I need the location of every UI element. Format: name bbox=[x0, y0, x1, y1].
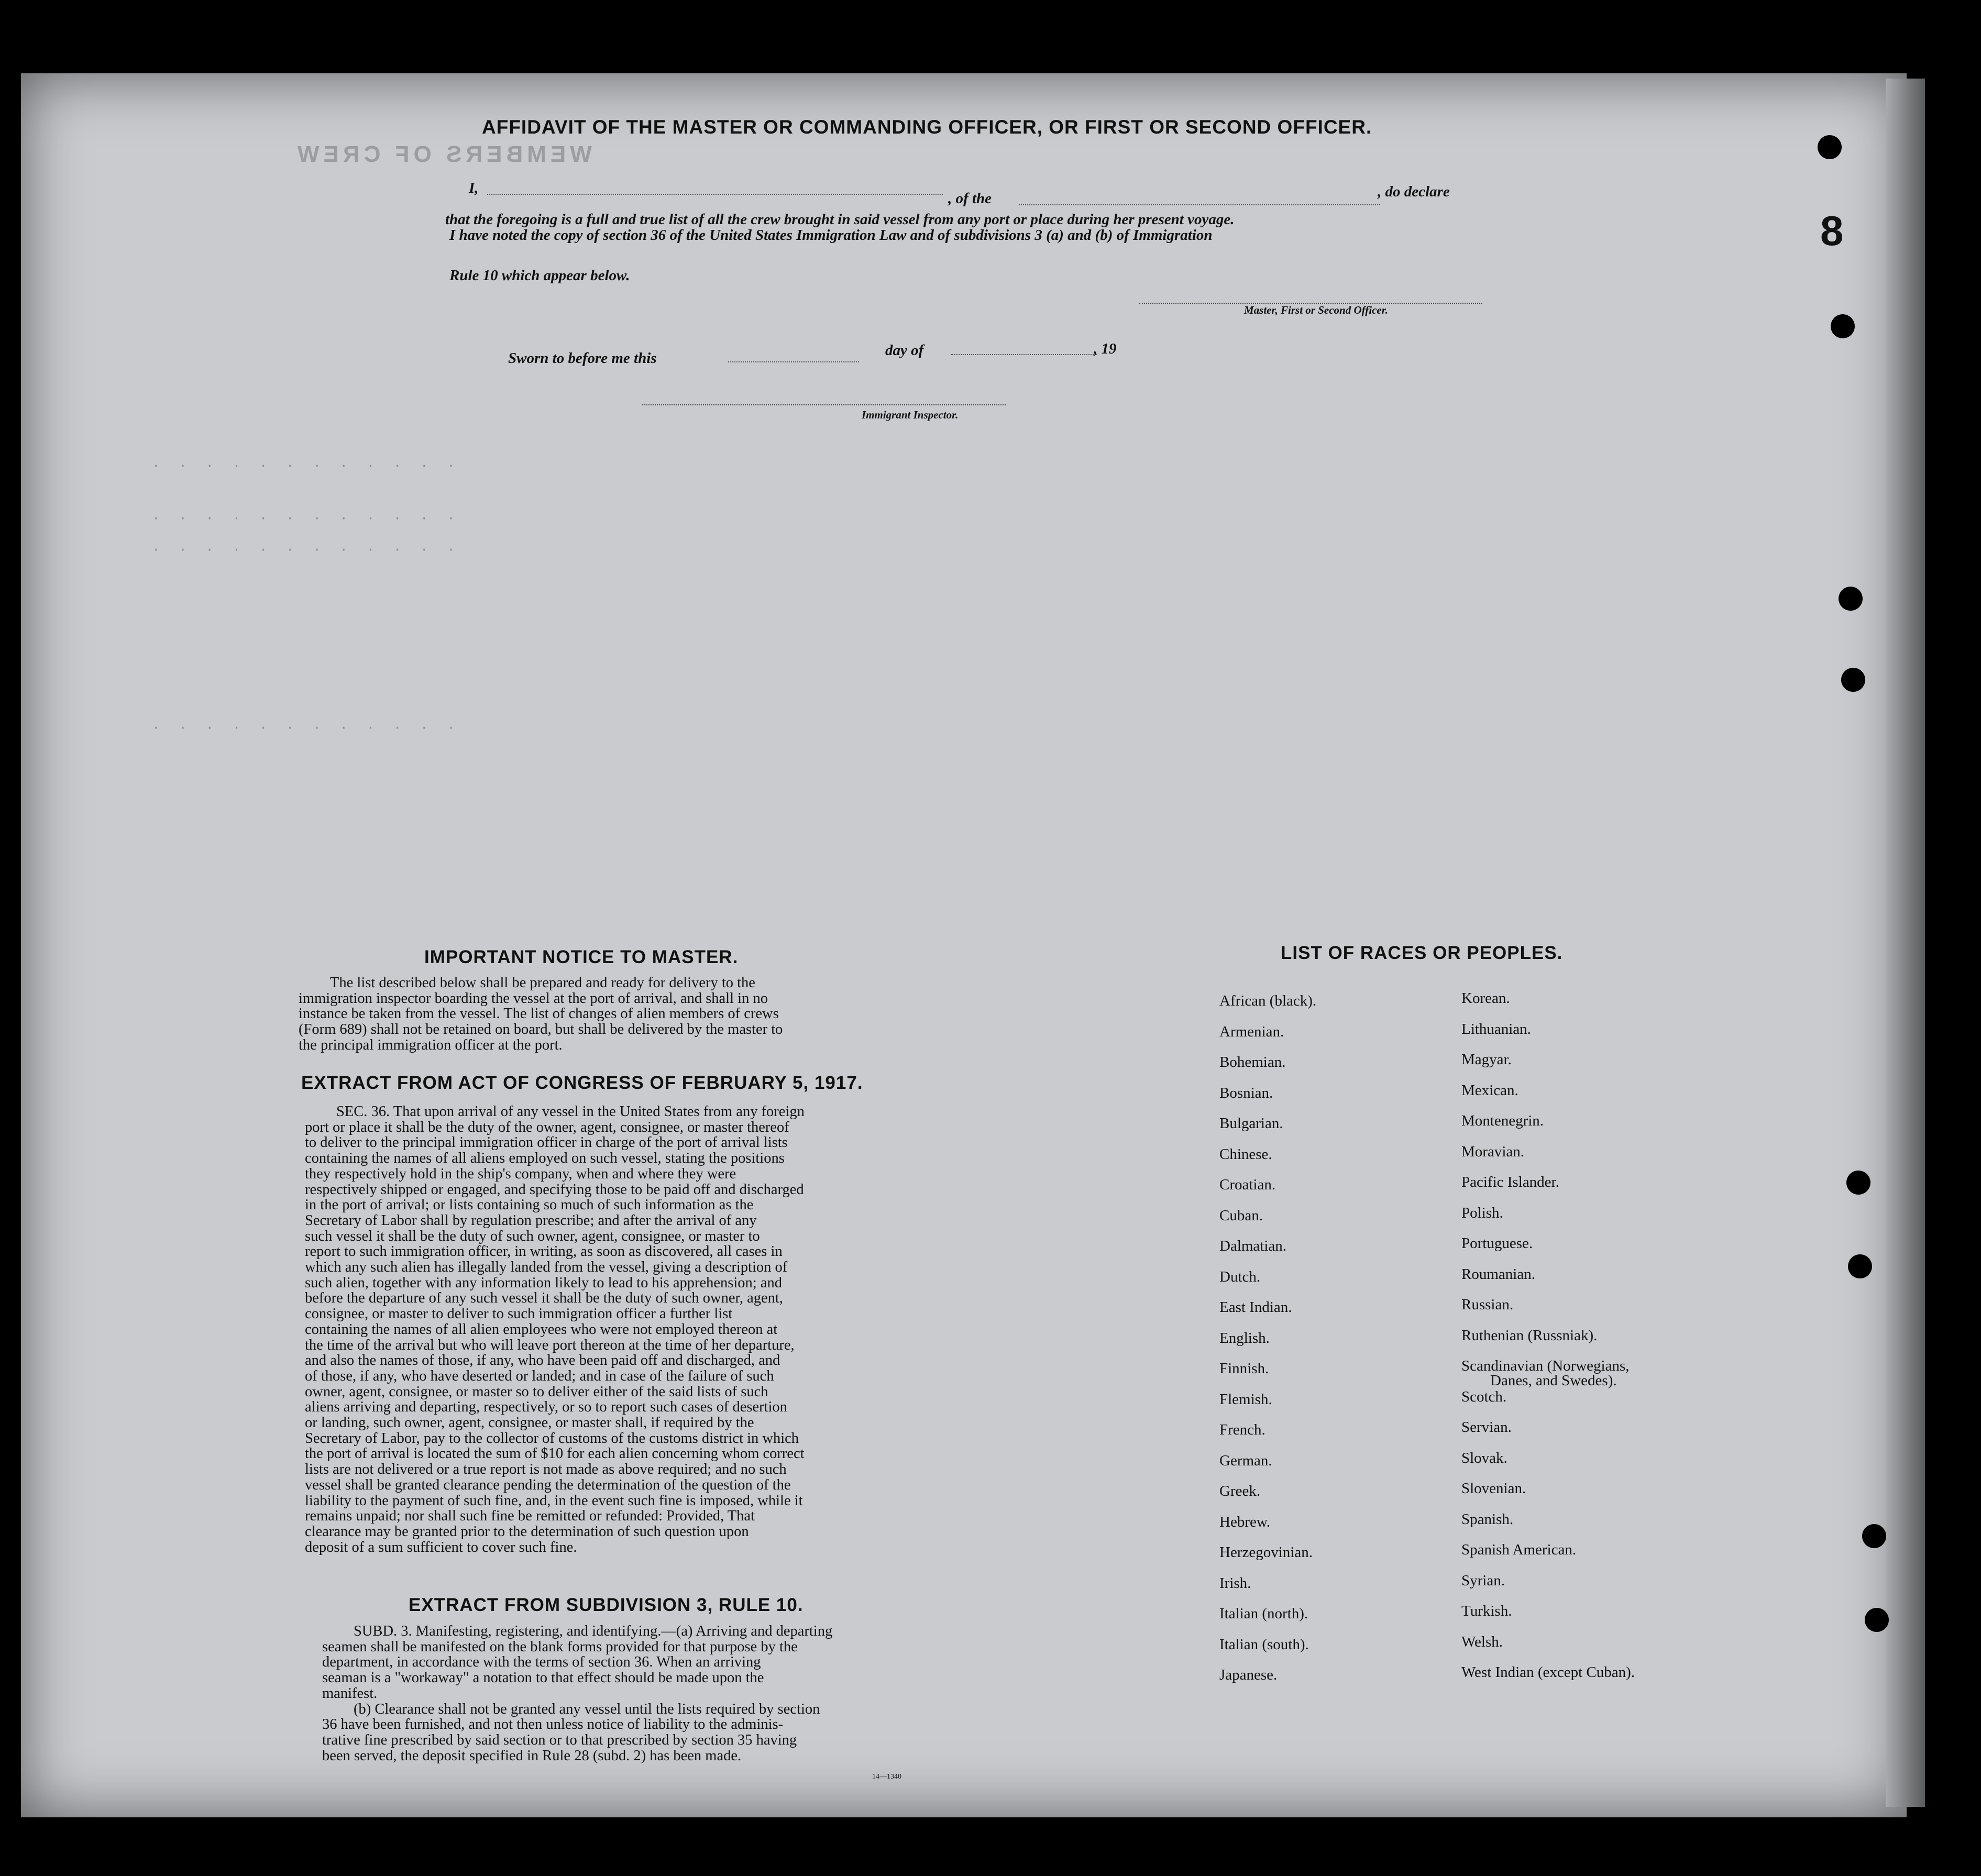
race-item: Korean. bbox=[1461, 990, 1510, 1007]
punch-hole bbox=[1848, 1254, 1872, 1278]
race-item: Flemish. bbox=[1219, 1391, 1272, 1408]
affidavit-line1-end: , do declare bbox=[1378, 183, 1450, 200]
sworn-day-blank bbox=[728, 361, 859, 362]
race-item: Spanish American. bbox=[1461, 1541, 1577, 1558]
affidavit-line3: I have noted the copy of section 36 of the United States Immigration Law and of subdivisions 3 (a) and (b) of Immigration bbox=[449, 227, 1213, 244]
race-item: Syrian. bbox=[1461, 1572, 1505, 1589]
race-item: Irish. bbox=[1219, 1574, 1251, 1592]
act-line: such alien, together with any information likely to lead to his apprehension; and bbox=[305, 1274, 782, 1291]
act-line: before the departure of any such vessel it shall be the duty of such owner, agent, bbox=[305, 1290, 783, 1307]
race-item: Slovenian. bbox=[1461, 1480, 1526, 1497]
act-line: liability to the payment of such fine, and, in the event such fine is imposed, while it bbox=[305, 1492, 803, 1509]
race-item bbox=[1461, 1358, 1755, 1388]
rule-line: seamen shall be manifested on the blank forms provided for that purpose by the bbox=[322, 1638, 798, 1655]
act-line: containing the names of all aliens employed on such vessel, stating the positions bbox=[305, 1150, 785, 1167]
act-line: report to such immigration officer, in writing, as soon as discovered, all cases in bbox=[305, 1243, 783, 1260]
race-item: East Indian. bbox=[1219, 1299, 1292, 1316]
margin-digit: 8 bbox=[1820, 207, 1844, 254]
punch-hole bbox=[1839, 587, 1863, 611]
act-line: of those, if any, who have deserted or landed; and in case of the failure of such bbox=[305, 1367, 774, 1384]
act-line: remains unpaid; nor shall such fine be remitted or refunded: Provided, That bbox=[305, 1508, 755, 1525]
race-item: Chinese. bbox=[1219, 1145, 1272, 1163]
punch-hole bbox=[1846, 1171, 1870, 1195]
affidavit-line2: that the foregoing is a full and true list of all the crew brought in said vessel from any port or place during her present voyage. bbox=[445, 211, 1235, 228]
race-item: Herzegovinian. bbox=[1219, 1544, 1313, 1561]
race-item: Bohemian. bbox=[1219, 1054, 1286, 1071]
rule-line: trative fine prescribed by said section or to that prescribed by section 35 having bbox=[322, 1731, 797, 1748]
act-line: Secretary of Labor, pay to the collector of customs of the customs district in which bbox=[305, 1430, 799, 1447]
inspector-label: Immigrant Inspector. bbox=[862, 409, 959, 421]
race-item: Ruthenian (Russniak). bbox=[1461, 1327, 1598, 1344]
act-line: the time of the arrival but who will leave port thereon at the time of her departure, bbox=[305, 1337, 795, 1353]
race-item: Bosnian. bbox=[1219, 1084, 1273, 1101]
act-line: they respectively hold in the ship's company, when and where they were bbox=[305, 1165, 736, 1182]
act-line: owner, agent, consignee, or master so to deliver either of the said lists of such bbox=[305, 1383, 768, 1400]
affidavit-line1-start: I, bbox=[469, 180, 479, 196]
race-item: Polish. bbox=[1461, 1204, 1503, 1221]
rule-line: manifest. bbox=[322, 1685, 378, 1702]
signature-label: Master, First or Second Officer. bbox=[1244, 304, 1388, 316]
race-item: Pacific Islander. bbox=[1461, 1174, 1559, 1190]
race-item: Japanese. bbox=[1219, 1667, 1278, 1683]
race-item: Cuban. bbox=[1219, 1207, 1263, 1224]
rule-line: department, in accordance with the terms of section 36. When an arriving bbox=[322, 1654, 761, 1671]
race-item: Spanish. bbox=[1461, 1510, 1514, 1528]
punch-hole bbox=[1818, 135, 1842, 159]
notice-line: The list described below shall be prepared and ready for delivery to the bbox=[330, 975, 755, 991]
punch-hole bbox=[1865, 1608, 1889, 1632]
race-item: German. bbox=[1219, 1452, 1272, 1469]
race-item-continuation: Danes, and Swedes). bbox=[1490, 1372, 1617, 1389]
race-item: French. bbox=[1219, 1421, 1265, 1438]
affidavit-line1-of-the: , of the bbox=[948, 190, 992, 207]
day-of-label: day of bbox=[885, 342, 924, 359]
act-line: and also the names of those, if any, who have been paid off and discharged, and bbox=[305, 1352, 780, 1369]
race-item: Magyar. bbox=[1461, 1051, 1512, 1068]
act-line: port or place it shall be the duty of the owner, agent, consignee, or master thereof bbox=[305, 1119, 789, 1135]
act-line: aliens arriving and departing, respectively, or so to report such cases of desertion bbox=[305, 1399, 787, 1416]
race-item: Montenegrin. bbox=[1461, 1112, 1544, 1129]
race-item: Armenian. bbox=[1219, 1023, 1284, 1040]
race-item: Italian (south). bbox=[1219, 1636, 1309, 1653]
act-line: which any such alien has illegally landed from the vessel, giving a description of bbox=[305, 1259, 788, 1276]
important-notice-heading: IMPORTANT NOTICE TO MASTER. bbox=[424, 947, 739, 967]
extract-act-heading: EXTRACT FROM ACT OF CONGRESS OF FEBRUARY 5, 1917. bbox=[301, 1073, 863, 1093]
race-item: Slovak. bbox=[1461, 1449, 1507, 1466]
ghost-row: · · · · · · · · · · · · bbox=[152, 458, 460, 474]
rule-line: 36 have been furnished, and not then unless notice of liability to the adminis- bbox=[322, 1716, 784, 1733]
race-item: Italian (north). bbox=[1219, 1605, 1308, 1622]
rule-line: seaman is a "workaway" a notation to that effect should be made upon the bbox=[322, 1670, 764, 1686]
race-item: African (black). bbox=[1219, 992, 1317, 1009]
race-item: Portuguese. bbox=[1461, 1235, 1533, 1252]
race-item: Greek. bbox=[1219, 1483, 1261, 1499]
race-item: Lithuanian. bbox=[1461, 1020, 1531, 1038]
act-line: clearance may be granted prior to the determination of such question upon bbox=[305, 1523, 749, 1540]
affidavit-title: AFFIDAVIT OF THE MASTER OR COMMANDING OFFICER, OR FIRST OR SECOND OFFICER. bbox=[482, 116, 1372, 138]
extract-rule-heading: EXTRACT FROM SUBDIVISION 3, RULE 10. bbox=[409, 1595, 804, 1615]
ghost-row: · · · · · · · · · · · · bbox=[152, 542, 460, 558]
notice-line: instance be taken from the vessel. The list of changes of alien members of crews bbox=[299, 1006, 779, 1022]
rule-line: SUBD. 3. Manifesting, registering, and identifying.—(a) Arriving and departing bbox=[354, 1623, 833, 1639]
race-item: Roumanian. bbox=[1461, 1265, 1535, 1283]
act-line: Secretary of Labor shall by regulation prescribe; and after the arrival of any bbox=[305, 1212, 757, 1229]
act-line: the port of arrival is located the sum of $10 for each alien concerning whom correct bbox=[305, 1445, 805, 1462]
notice-line: (Form 689) shall not be retained on board, but shall be delivered by the master to bbox=[299, 1021, 783, 1038]
act-line: lists are not delivered or a true report is not made as above required; and no such bbox=[305, 1461, 787, 1478]
race-item: Dalmatian. bbox=[1219, 1238, 1287, 1254]
act-line: SEC. 36. That upon arrival of any vessel in the United States from any foreign bbox=[336, 1103, 805, 1120]
act-line: deposit of a sum sufficient to cover such fine. bbox=[305, 1539, 577, 1555]
act-line: consignee, or master to deliver to such immigration officer a further list bbox=[305, 1306, 733, 1322]
sworn-month-blank bbox=[951, 354, 1097, 355]
race-item: Bulgarian. bbox=[1219, 1115, 1283, 1132]
races-right-column bbox=[1461, 990, 1755, 1695]
act-line: such vessel it shall be the duty of such owner, agent, consignee, or master to bbox=[305, 1228, 760, 1244]
act-line: respectively shipped or engaged, and specifying those to be paid off and discharged bbox=[305, 1181, 804, 1198]
inspector-signature-line bbox=[642, 404, 1006, 405]
races-heading: LIST OF RACES OR PEOPLES. bbox=[1281, 943, 1563, 963]
act-line: or landing, such owner, agent, consignee, or master shall, if required by the bbox=[305, 1415, 754, 1431]
race-item: Mexican. bbox=[1461, 1082, 1518, 1099]
race-item: Hebrew. bbox=[1219, 1513, 1271, 1530]
ghost-row: · · · · · · · · · · · · bbox=[152, 511, 460, 526]
act-line: to deliver to the principal immigration officer in charge of the port of arrival lists bbox=[305, 1134, 788, 1151]
extract-rule-text bbox=[322, 1624, 940, 1763]
ghost-row: · · · · · · · · · · · · bbox=[152, 720, 460, 736]
race-item: Russian. bbox=[1461, 1296, 1514, 1313]
race-item: Scotch. bbox=[1461, 1388, 1507, 1405]
race-item: West Indian (except Cuban). bbox=[1461, 1664, 1635, 1681]
year-label: , 19 bbox=[1094, 340, 1117, 357]
rule-line: been served, the deposit specified in Rule 28 (subd. 2) has been made. bbox=[322, 1747, 742, 1764]
punch-hole bbox=[1831, 314, 1855, 338]
extract-act-text bbox=[305, 1104, 933, 1555]
race-item: Croatian. bbox=[1219, 1176, 1276, 1193]
act-line: in the port of arrival; or lists containing so much of such information as the bbox=[305, 1197, 754, 1213]
race-item: Dutch. bbox=[1219, 1268, 1261, 1285]
bleed-through-text: WEMBERS OF CREW bbox=[293, 141, 592, 167]
punch-hole bbox=[1841, 668, 1865, 692]
race-item: English. bbox=[1219, 1329, 1270, 1347]
race-item: Turkish. bbox=[1461, 1603, 1512, 1619]
notice-line: immigration inspector boarding the vessel at the port of arrival, and shall in no bbox=[299, 990, 768, 1007]
declarant-name-blank bbox=[487, 194, 943, 195]
vessel-name-blank bbox=[1019, 204, 1380, 205]
race-item-text: Scandinavian (Norwegians, bbox=[1461, 1358, 1630, 1374]
important-notice-text bbox=[299, 975, 922, 1053]
page-edge bbox=[1886, 79, 1925, 1807]
affidavit-line4: Rule 10 which appear below. bbox=[449, 267, 630, 284]
punch-hole bbox=[1862, 1524, 1886, 1548]
race-item: Welsh. bbox=[1461, 1633, 1503, 1650]
sworn-before-label: Sworn to before me this bbox=[508, 350, 657, 367]
act-line: vessel shall be granted clearance pending the determination of the question of the bbox=[305, 1476, 791, 1493]
rule-line: (b) Clearance shall not be granted any vessel until the lists required by section bbox=[354, 1701, 820, 1717]
race-item: Moravian. bbox=[1461, 1143, 1524, 1160]
act-line: containing the names of all alien employees who were not employed thereon at bbox=[305, 1321, 778, 1338]
race-item: Finnish. bbox=[1219, 1360, 1269, 1377]
notice-line: the principal immigration officer at the port. bbox=[299, 1036, 563, 1053]
form-number: 14—1340 bbox=[872, 1773, 901, 1781]
race-item: Servian. bbox=[1461, 1419, 1512, 1436]
